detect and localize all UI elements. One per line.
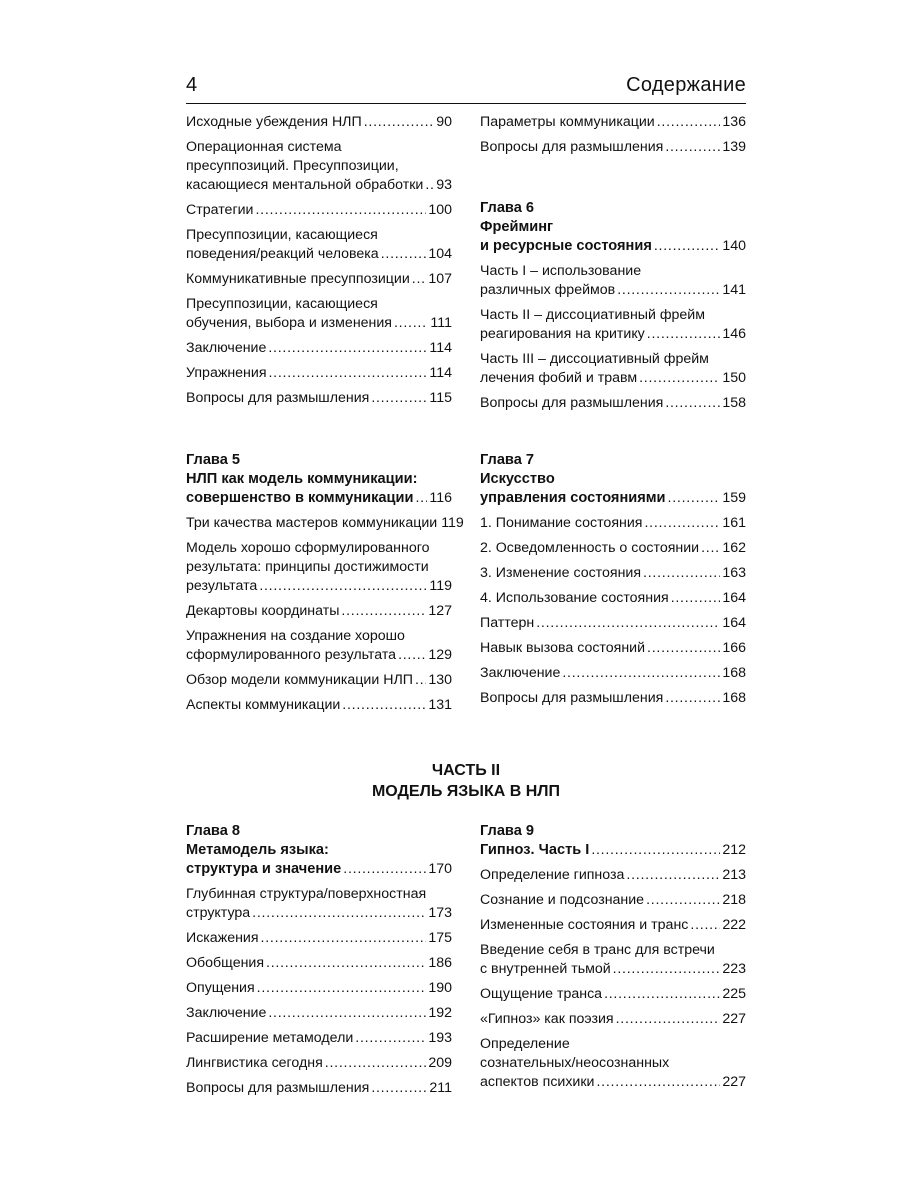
toc-entry bbox=[186, 226, 452, 264]
toc-entry-text: с внутренней тьмой bbox=[480, 961, 611, 977]
dot-leader bbox=[671, 589, 721, 608]
toc-page-number: 227 bbox=[722, 1011, 746, 1027]
toc-entry-text: Часть II – диссоциативный фрейм bbox=[480, 307, 705, 323]
toc-entry bbox=[480, 916, 746, 935]
toc-entry-text: Определение bbox=[480, 1036, 570, 1052]
toc-entry-text: структура и значение bbox=[186, 861, 342, 877]
toc-entry-leader-line bbox=[186, 1029, 452, 1048]
toc-page-number: 158 bbox=[722, 395, 746, 411]
toc-page-number: 100 bbox=[428, 202, 452, 218]
dot-leader bbox=[701, 539, 720, 558]
toc-entry bbox=[186, 1054, 452, 1073]
toc-entry-leader-line bbox=[186, 577, 452, 596]
chapter-title bbox=[186, 841, 452, 879]
toc-page-number: 168 bbox=[722, 665, 746, 681]
toc-page-number: 136 bbox=[722, 114, 746, 130]
toc-entry bbox=[186, 270, 452, 289]
dot-leader bbox=[325, 1054, 427, 1073]
toc-entry-text: 2. Осведомленность о состоянии bbox=[480, 540, 700, 556]
dot-leader bbox=[690, 916, 720, 935]
toc-entry-leader-line bbox=[186, 929, 452, 948]
toc-page-number: 115 bbox=[429, 390, 452, 406]
toc-entry bbox=[480, 394, 746, 413]
toc-entry bbox=[480, 113, 746, 132]
toc-entry bbox=[480, 639, 746, 658]
dot-leader bbox=[412, 270, 427, 289]
chapter-7 bbox=[480, 451, 746, 714]
toc-page-number: 141 bbox=[722, 282, 746, 298]
toc-entry-text: аспектов психики bbox=[480, 1074, 595, 1090]
toc-entry-leader-line bbox=[480, 960, 746, 979]
toc-entry bbox=[186, 295, 452, 333]
toc-entry-leader-line bbox=[186, 389, 452, 408]
dot-leader bbox=[616, 1010, 721, 1029]
toc-entry-leader-line bbox=[186, 176, 452, 195]
toc-page-number: 90 bbox=[436, 114, 452, 130]
toc-page-number: 119 bbox=[429, 578, 452, 594]
toc-entry bbox=[480, 1035, 746, 1092]
toc-entry bbox=[186, 696, 452, 715]
toc-entry-leader-line bbox=[186, 1054, 452, 1073]
toc-page-number: 209 bbox=[428, 1055, 452, 1071]
toc-entry-leader-line bbox=[480, 1010, 746, 1029]
toc-entry bbox=[186, 138, 452, 195]
dot-leader bbox=[562, 664, 720, 683]
toc-entry bbox=[186, 954, 452, 973]
toc-entry-text: Пресуппозиции, касающиеся bbox=[186, 296, 378, 312]
toc-entry bbox=[186, 364, 452, 383]
toc-entry bbox=[480, 866, 746, 885]
toc-entry-leader-line bbox=[186, 904, 452, 923]
toc-entry-leader-line bbox=[186, 270, 452, 289]
toc-page-number: 173 bbox=[428, 905, 452, 921]
toc-entry bbox=[480, 589, 746, 608]
toc-entry bbox=[186, 602, 452, 621]
toc-page-number: 107 bbox=[428, 271, 452, 287]
dot-leader bbox=[613, 960, 721, 979]
toc-entry-text: обучения, выбора и изменения bbox=[186, 315, 392, 331]
toc-entry-text: Упражнения на создание хорошо bbox=[186, 628, 405, 644]
dot-leader bbox=[371, 1079, 427, 1098]
toc-entry bbox=[480, 539, 746, 558]
dot-leader bbox=[381, 245, 427, 264]
toc-page-number: 175 bbox=[428, 930, 452, 946]
toc-page-number: 223 bbox=[722, 961, 746, 977]
toc-entry bbox=[186, 1004, 452, 1023]
toc-page-number: 111 bbox=[430, 315, 452, 331]
dot-leader bbox=[252, 904, 426, 923]
part-number: ЧАСТЬ II bbox=[431, 762, 501, 779]
toc-entry-text: Параметры коммуникации bbox=[480, 114, 655, 130]
toc-page-number: 131 bbox=[428, 697, 452, 713]
toc-page-number: 127 bbox=[428, 603, 452, 619]
toc-page-number: 166 bbox=[722, 640, 746, 656]
toc-entry-text: совершенство в коммуникации bbox=[186, 490, 414, 506]
toc-entry-text: Заключение bbox=[480, 665, 561, 681]
dot-leader bbox=[644, 514, 720, 533]
toc-entry-text: Упражнения bbox=[186, 365, 267, 381]
toc-entry-leader-line bbox=[186, 1004, 452, 1023]
toc-entry-text: Заключение bbox=[186, 1005, 267, 1021]
toc-entry-leader-line bbox=[186, 602, 452, 621]
toc-page-number: 146 bbox=[722, 326, 746, 342]
dot-leader bbox=[665, 138, 720, 157]
part-heading bbox=[186, 760, 746, 802]
toc-entry-leader-line bbox=[186, 696, 452, 715]
dot-leader bbox=[341, 602, 426, 621]
dot-leader bbox=[255, 201, 426, 220]
toc-page-number: 164 bbox=[722, 590, 746, 606]
toc-entry-text: касающиеся ментальной обработки bbox=[186, 177, 424, 193]
toc-page-number: 211 bbox=[429, 1080, 452, 1096]
toc-entry bbox=[480, 564, 746, 583]
chapter-8 bbox=[186, 822, 452, 1104]
toc-entry-text: сознательных/неосознанных bbox=[480, 1055, 670, 1071]
toc-page-number: 119 bbox=[441, 515, 464, 531]
chapter-6 bbox=[480, 199, 746, 419]
toc-entry-text: Заключение bbox=[186, 340, 267, 356]
toc-entry-leader-line bbox=[480, 394, 746, 413]
toc-entry-text: различных фреймов bbox=[480, 282, 616, 298]
toc-page-number: 140 bbox=[722, 238, 746, 254]
dot-leader bbox=[657, 113, 721, 132]
dot-leader bbox=[647, 325, 721, 344]
toc-entry-text: Коммуникативные пресуппозиции bbox=[186, 271, 410, 287]
toc-page-number: 163 bbox=[722, 565, 746, 581]
dot-leader bbox=[394, 314, 428, 333]
dot-leader bbox=[398, 646, 426, 665]
dot-leader bbox=[626, 866, 720, 885]
chapter-title bbox=[186, 470, 452, 508]
toc-entry bbox=[186, 339, 452, 358]
toc-entry bbox=[480, 514, 746, 533]
toc-entry-text: Три качества мастеров коммуникации bbox=[186, 515, 438, 531]
toc-page-number: 129 bbox=[428, 647, 452, 663]
toc-entry-leader-line bbox=[186, 514, 464, 533]
toc-entry bbox=[480, 941, 746, 979]
toc-entry bbox=[186, 539, 452, 596]
toc-entry bbox=[186, 929, 452, 948]
toc-entry bbox=[186, 1029, 452, 1048]
toc-entry-text: Вопросы для размышления bbox=[480, 395, 664, 411]
dot-leader bbox=[261, 929, 427, 948]
toc-entry-text: Расширение метамодели bbox=[186, 1030, 354, 1046]
toc-page-number: 225 bbox=[722, 986, 746, 1002]
dot-leader bbox=[646, 891, 720, 910]
dot-leader bbox=[654, 237, 720, 256]
toc-entry-leader-line bbox=[480, 639, 746, 658]
toc-entry-leader-line bbox=[480, 539, 746, 558]
dot-leader bbox=[647, 639, 720, 658]
toc-entry-leader-line bbox=[480, 664, 746, 683]
toc-page-number: 213 bbox=[722, 867, 746, 883]
toc-entry bbox=[480, 985, 746, 1004]
toc-page-number: 150 bbox=[722, 370, 746, 386]
dot-leader bbox=[355, 1029, 426, 1048]
toc-block-right-top bbox=[480, 113, 746, 163]
toc-entry bbox=[186, 514, 464, 533]
toc-entry-text: Декартовы координаты bbox=[186, 603, 340, 619]
toc-entry-text: Пресуппозиции, касающиеся bbox=[186, 227, 378, 243]
toc-page-number: 212 bbox=[722, 842, 746, 858]
toc-entry-text: поведения/реакций человека bbox=[186, 246, 379, 262]
toc-entry-text: Ощущение транса bbox=[480, 986, 603, 1002]
dot-leader bbox=[364, 113, 435, 132]
toc-entry bbox=[480, 1010, 746, 1029]
toc-entry-leader-line bbox=[186, 314, 452, 333]
chapter-label: Глава 8 bbox=[186, 823, 240, 839]
dot-leader bbox=[668, 489, 721, 508]
toc-page-number: 170 bbox=[428, 861, 452, 877]
toc-entry-text: 3. Изменение состояния bbox=[480, 565, 642, 581]
toc-entry-text: Искусство bbox=[480, 471, 555, 487]
toc-entry-text: Модель хорошо сформулированного bbox=[186, 540, 430, 556]
toc-entry bbox=[186, 201, 452, 220]
toc-entry-text: Операционная система bbox=[186, 139, 342, 155]
toc-page-number: 193 bbox=[428, 1030, 452, 1046]
toc-entry-leader-line bbox=[480, 113, 746, 132]
toc-entry bbox=[186, 1079, 452, 1098]
chapter-title bbox=[480, 470, 746, 508]
toc-entry bbox=[186, 627, 452, 665]
toc-entry-leader-line bbox=[480, 916, 746, 935]
toc-entry bbox=[480, 306, 746, 344]
dot-leader bbox=[268, 1004, 426, 1023]
toc-entry-leader-line bbox=[480, 689, 746, 708]
toc-entry-text: Аспекты коммуникации bbox=[186, 697, 341, 713]
toc-page-number: 186 bbox=[428, 955, 452, 971]
toc-page-number: 192 bbox=[428, 1005, 452, 1021]
toc-entry-leader-line bbox=[186, 489, 452, 508]
dot-leader bbox=[342, 696, 426, 715]
toc-entry-text: Вопросы для размышления bbox=[480, 139, 664, 155]
dot-leader bbox=[536, 614, 720, 633]
chapter-label: Глава 6 bbox=[480, 200, 534, 216]
toc-entry-leader-line bbox=[186, 646, 452, 665]
toc-page-number: 104 bbox=[428, 246, 452, 262]
toc-entry-leader-line bbox=[480, 866, 746, 885]
toc-page-number: 190 bbox=[428, 980, 452, 996]
toc-entry-leader-line bbox=[480, 564, 746, 583]
dot-leader bbox=[269, 364, 428, 383]
toc-entry-text: и ресурсные состояния bbox=[480, 238, 652, 254]
toc-entry bbox=[480, 350, 746, 388]
dot-leader bbox=[665, 689, 720, 708]
chapter-5 bbox=[186, 451, 464, 721]
toc-entry bbox=[480, 262, 746, 300]
toc-entry bbox=[480, 891, 746, 910]
toc-entry-text: Определение гипноза bbox=[480, 867, 625, 883]
toc-entry bbox=[480, 689, 746, 708]
chapter-title bbox=[480, 218, 746, 256]
dot-leader bbox=[371, 389, 427, 408]
toc-entry-leader-line bbox=[480, 138, 746, 157]
chapter-title bbox=[480, 841, 746, 860]
toc-entry-leader-line bbox=[480, 237, 746, 256]
dot-leader bbox=[591, 841, 720, 860]
toc-entry bbox=[186, 979, 452, 998]
chapter-9 bbox=[480, 822, 746, 1098]
dot-leader bbox=[596, 1073, 720, 1092]
toc-entry-leader-line bbox=[186, 954, 452, 973]
toc-entry-leader-line bbox=[480, 489, 746, 508]
dot-leader bbox=[415, 671, 426, 690]
toc-entry bbox=[186, 671, 452, 690]
toc-entry-leader-line bbox=[480, 589, 746, 608]
dot-leader bbox=[259, 577, 427, 596]
running-head: Содержание bbox=[626, 74, 746, 96]
dot-leader bbox=[425, 176, 434, 195]
chapter-label: Глава 5 bbox=[186, 452, 240, 468]
toc-entry-text: Часть III – диссоциативный фрейм bbox=[480, 351, 709, 367]
toc-block-left-top bbox=[186, 113, 452, 414]
toc-page-number: 161 bbox=[722, 515, 746, 531]
toc-page-number: 227 bbox=[722, 1074, 746, 1090]
toc-entry-text: управления состояниями bbox=[480, 490, 666, 506]
toc-entry-text: результата bbox=[186, 578, 258, 594]
toc-entry-text: реагирования на критику bbox=[480, 326, 645, 342]
toc-entry-leader-line bbox=[186, 979, 452, 998]
toc-entry bbox=[480, 664, 746, 683]
toc-page-number: 168 bbox=[722, 690, 746, 706]
toc-entry-text: лечения фобий и травм bbox=[480, 370, 638, 386]
toc-entry bbox=[186, 113, 452, 132]
toc-entry-leader-line bbox=[186, 364, 452, 383]
toc-entry bbox=[186, 389, 452, 408]
toc-entry bbox=[480, 138, 746, 157]
toc-entry-leader-line bbox=[186, 339, 452, 358]
toc-entry-leader-line bbox=[186, 245, 452, 264]
dot-leader bbox=[343, 860, 426, 879]
toc-entry-leader-line bbox=[480, 514, 746, 533]
toc-page-number: 93 bbox=[436, 177, 452, 193]
toc-entry-text: Лингвистика сегодня bbox=[186, 1055, 323, 1071]
toc-page-number: 139 bbox=[722, 139, 746, 155]
toc-entry-text: НЛП как модель коммуникации: bbox=[186, 471, 418, 487]
toc-entry-text: Вопросы для размышления bbox=[186, 390, 370, 406]
toc-entry-text: Обобщения bbox=[186, 955, 265, 971]
toc-entry-text: Исходные убеждения НЛП bbox=[186, 114, 362, 130]
dot-leader bbox=[639, 369, 720, 388]
toc-entry-leader-line bbox=[186, 201, 452, 220]
toc-entry-leader-line bbox=[480, 281, 746, 300]
toc-entry-text: Обзор модели коммуникации НЛП bbox=[186, 672, 413, 688]
toc-entry-leader-line bbox=[480, 325, 746, 344]
toc-entry-leader-line bbox=[480, 1073, 746, 1092]
toc-page-number: 162 bbox=[722, 540, 746, 556]
toc-entry-text: Опущения bbox=[186, 980, 255, 996]
toc-entry-leader-line bbox=[186, 671, 452, 690]
dot-leader bbox=[604, 985, 720, 1004]
toc-entry-text: Сознание и подсознание bbox=[480, 892, 645, 908]
toc-entry-leader-line bbox=[480, 891, 746, 910]
toc-entry-text: Вопросы для размышления bbox=[480, 690, 664, 706]
toc-entry-text: Метамодель языка: bbox=[186, 842, 329, 858]
header-rule bbox=[186, 103, 746, 104]
part-title: МОДЕЛЬ ЯЗЫКА В НЛП bbox=[371, 783, 561, 800]
toc-entry-text: Гипноз. Часть I bbox=[480, 842, 590, 858]
toc-entry-text: структура bbox=[186, 905, 251, 921]
toc-entry-text: Навык вызова состояний bbox=[480, 640, 646, 656]
toc-page-number: 159 bbox=[722, 490, 746, 506]
dot-leader bbox=[415, 489, 427, 508]
toc-entry-text: пресуппозиций. Пресуппозиции, bbox=[186, 158, 399, 174]
dot-leader bbox=[617, 281, 720, 300]
toc-page-number: 116 bbox=[429, 490, 452, 506]
toc-page-number: 164 bbox=[722, 615, 746, 631]
toc-page-number: 130 bbox=[428, 672, 452, 688]
toc-entry-leader-line bbox=[480, 369, 746, 388]
chapter-label: Глава 7 bbox=[480, 452, 534, 468]
toc-entry-text: Искажения bbox=[186, 930, 259, 946]
chapter-label: Глава 9 bbox=[480, 823, 534, 839]
toc-entry-text: Фрейминг bbox=[480, 219, 554, 235]
toc-page-number: 222 bbox=[722, 917, 746, 933]
toc-page-number: 218 bbox=[722, 892, 746, 908]
toc-entry bbox=[186, 885, 452, 923]
toc-entry bbox=[480, 614, 746, 633]
page-number: 4 bbox=[186, 74, 198, 96]
toc-entry-leader-line bbox=[186, 1079, 452, 1098]
toc-entry-text: Введение себя в транс для встречи bbox=[480, 942, 715, 958]
toc-entry-text: Стратегии bbox=[186, 202, 254, 218]
toc-entry-leader-line bbox=[186, 860, 452, 879]
dot-leader bbox=[257, 979, 427, 998]
toc-page-number: 114 bbox=[429, 365, 452, 381]
toc-entry-text: «Гипноз» как поэзия bbox=[480, 1011, 614, 1027]
toc-entry-text: 1. Понимание состояния bbox=[480, 515, 643, 531]
toc-entry-text: 4. Использование состояния bbox=[480, 590, 669, 606]
dot-leader bbox=[665, 394, 720, 413]
toc-entry-text: Вопросы для размышления bbox=[186, 1080, 370, 1096]
toc-entry-leader-line bbox=[480, 614, 746, 633]
toc-page-number: 114 bbox=[429, 340, 452, 356]
dot-leader bbox=[643, 564, 720, 583]
dot-leader bbox=[266, 954, 426, 973]
toc-entry-text: Глубинная структура/поверхностная bbox=[186, 886, 427, 902]
toc-entry-text: Часть I – использование bbox=[480, 263, 642, 279]
toc-entry-leader-line bbox=[480, 841, 746, 860]
toc-entry-text: сформулированного результата bbox=[186, 647, 397, 663]
toc-entry-text: Паттерн bbox=[480, 615, 535, 631]
dot-leader bbox=[268, 339, 427, 358]
toc-entry-text: результата: принципы достижимости bbox=[186, 559, 429, 575]
toc-entry-leader-line bbox=[480, 985, 746, 1004]
toc-entry-leader-line bbox=[186, 113, 452, 132]
toc-entry-text: Измененные состояния и транс bbox=[480, 917, 689, 933]
